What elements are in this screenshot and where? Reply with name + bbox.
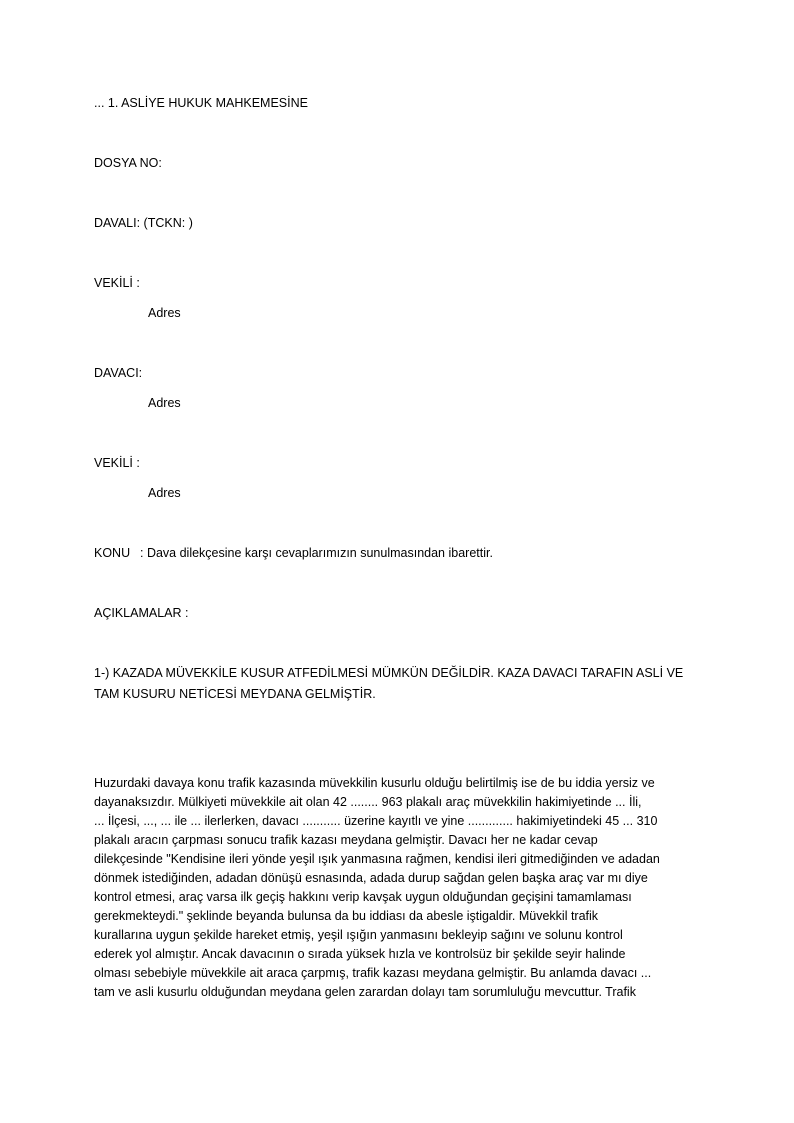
subject-text: : Dava dilekçesine karşı cevaplarımızın sunulmasından ibarettir. [140, 546, 493, 560]
plaintiff-attorney-address: Adres [148, 486, 181, 500]
explanations-heading: AÇIKLAMALAR : [94, 606, 189, 620]
defendant-attorney-address: Adres [148, 306, 181, 320]
body-line: kurallarına uygun şekilde hareket etmiş, yeşil ışığın yanmasını bekleyip sağını ve solunu kontrol [94, 928, 623, 942]
body-line: olması sebebiyle müvekkile ait araca çarpmış, trafik kazası meydana gelmiştir. Bu anlamda davacı ... [94, 966, 652, 980]
subject-label: KONU [94, 546, 131, 560]
defendant-label: DAVALI: (TCKN: ) [94, 216, 193, 230]
file-no-label: DOSYA NO: [94, 156, 162, 170]
body-line: plakalı aracın çarpması sonucu trafik kazası meydana gelmiştir. Davacı her ne kadar cevap [94, 833, 598, 847]
section1-heading-line1: 1-) KAZADA MÜVEKKİLE KUSUR ATFEDİLMESİ MÜMKÜN DEĞİLDİR. KAZA DAVACI TARAFIN ASLİ VE [94, 666, 684, 680]
body-line: dönmek istediğinden, adadan dönüşü esnasında, adada durup sağdan gelen başka araç var mı diye [94, 871, 648, 885]
body-line: Huzurdaki davaya konu trafik kazasında müvekkilin kusurlu olduğu belirtilmiş ise de bu iddia yersiz ve [94, 776, 655, 790]
plaintiff-address: Adres [148, 396, 181, 410]
defendant-attorney-label: VEKİLİ : [94, 276, 140, 290]
body-line: ederek yol almıştır. Ancak davacının o sırada yüksek hızla ve kontrolsüz bir şekilde seyir halinde [94, 947, 626, 961]
plaintiff-label: DAVACI: [94, 366, 143, 380]
subject-line [94, 544, 493, 563]
body-line: dayanaksızdır. Mülkiyeti müvekkile ait olan 42 ........ 963 plakalı araç müvekkilin hakimiyetinde ... İli, [94, 795, 642, 809]
body-line: ... İlçesi, ..., ... ile ... ilerlerken, davacı ........... üzerine kayıtlı ve yine ............. hakimiyetindeki 45 ... 310 [94, 814, 658, 828]
body-line: tam ve asli kusurlu olduğundan meydana gelen zarardan dolayı tam sorumluluğu mevcuttur. Trafik [94, 985, 636, 999]
section1-heading-line2: TAM KUSURU NETİCESİ MEYDANA GELMİŞTİR. [94, 687, 376, 701]
plaintiff-attorney-label: VEKİLİ : [94, 456, 140, 470]
body-line: dilekçesinde "Kendisine ileri yönde yeşil ışık yanmasına rağmen, kendisi ileri gitmediğinden ve adadan [94, 852, 660, 866]
body-line: gerekmekteydi." şeklinde beyanda bulunsa da bu iddiası da abesle iştigaldir. Müvekkil trafik [94, 909, 599, 923]
body-line: kontrol etmesi, araç varsa ilk geçiş hakkını verip kavşak uygun olduğundan geçişini tamamlaması [94, 890, 632, 904]
court-heading: ... 1. ASLİYE HUKUK MAHKEMESİNE [94, 96, 308, 110]
